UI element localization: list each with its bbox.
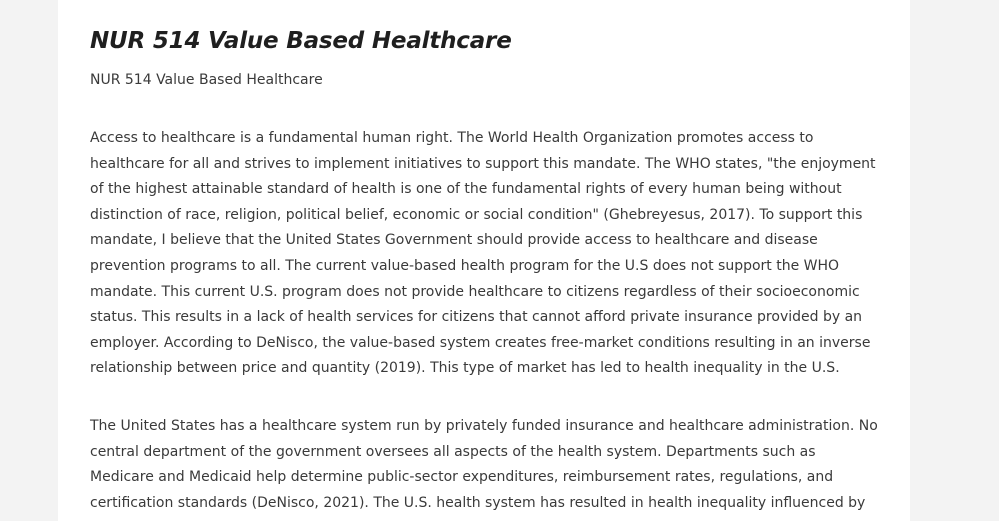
article-content: [90, 0, 880, 516]
article-page: [58, 0, 910, 521]
article-paragraph: Access to healthcare is a fundamental human right. The World Health Organization promotes access to healthcare for all and strives to implement initiatives to support this mandate. The WHO states, "the enjoyment of the highest attainable standard of health is one of the fundamental rights of every human being without distinction of race, religion, political belief, economic or social condition" (Ghebreyesus, 2017). To support this mandate, I believe that the United States Government should provide access to healthcare and disease prevention programs to all. The current value-based health program for the U.S does not support the WHO mandate. This current U.S. program does not provide healthcare to citizens regardless of their socioeconomic status. This results in a lack of health services for citizens that cannot afford private insurance provided by an employer. According to DeNisco, the value-based system creates free-market conditions resulting in an inverse relationship between price and quantity (2019). This type of market has led to health inequality in the U.S.: [90, 130, 876, 377]
article-paragraph: The United States has a healthcare system run by privately funded insurance and healthcare administration. No central department of the government oversees all aspects of the health system. Departments such as Medicare and Medicaid help determine public-sector expenditures, reimbursement rates, regulations, and certification standards (DeNisco, 2021). The U.S. health system has resulted in health inequality influenced by: [90, 417, 878, 511]
article-subtitle: NUR 514 Value Based Healthcare: [90, 72, 323, 88]
article-title: NUR 514 Value Based Healthcare: [90, 28, 512, 54]
